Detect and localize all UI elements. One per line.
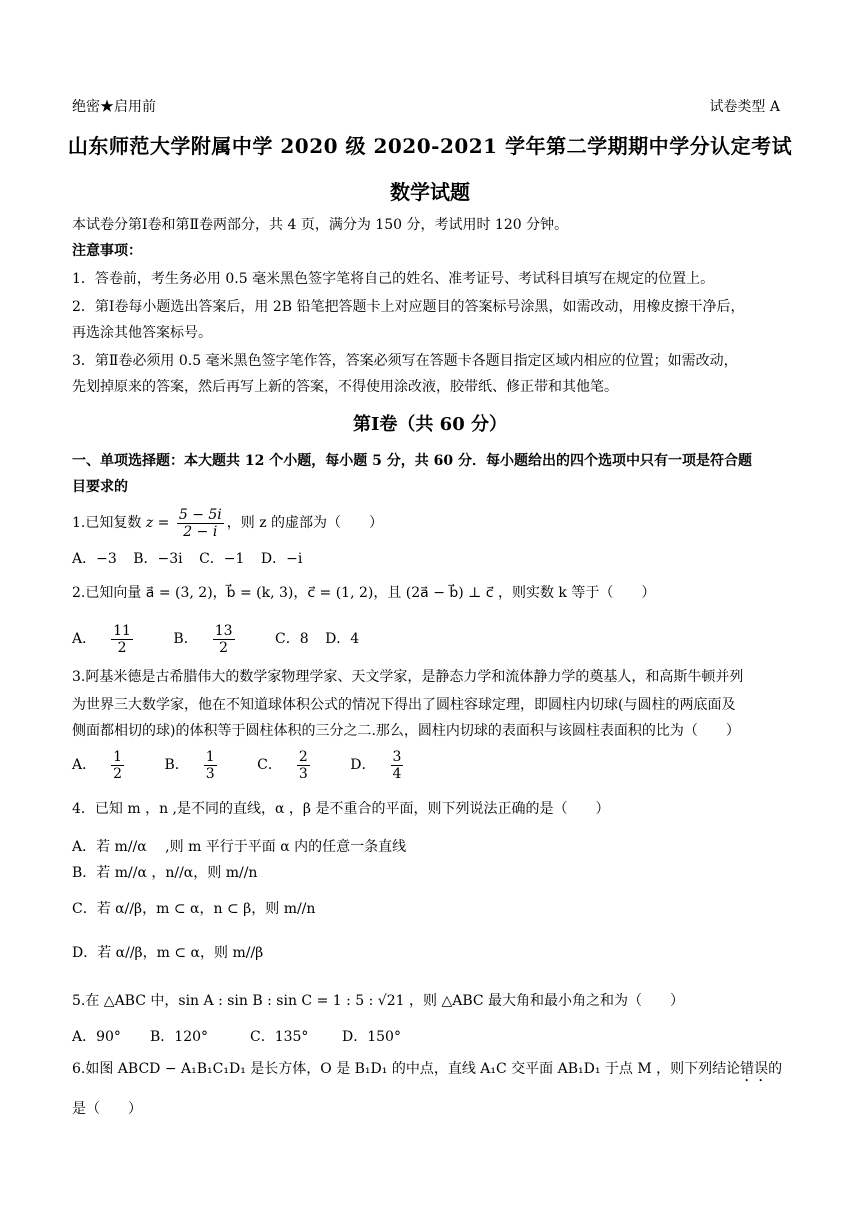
q2-option-a-fraction [111,623,145,656]
question-2: 2.已知向量 a⃗ = (3, 2)，b⃗ = (k, 3)，c⃗ = (1, 2)，且 (2a⃗ − b⃗) ⊥ c⃗ ，则实数 k 等于（ ） [72,585,656,601]
q5-option-b: B．120° [150,1029,209,1045]
q1-option-a: A．−3 [72,551,117,567]
exam-title: 山东师范大学附属中学 2020 级 2020-2021 学年第二学期期中学分认定考试 [67,134,793,158]
question-3-line: 为世界三大数学家，他在不知道球体积公式的情况下得出了圆柱容球定理，即圆柱内切球(与圆柱的两底面及 [72,697,736,713]
q6-text-a: 6.如图 ABCD − A₁B₁C₁D₁ 是长方体，O 是 B₁D₁ 的中点，直线 A₁C 交平面 AB₁D₁ 于点 M ，则下列结论 [72,1061,741,1077]
q4-option-c: C．若 α//β，m ⊂ α，n ⊂ β，则 m//n [72,901,316,917]
q3-option-a-fraction [111,749,136,782]
q1-suffix: ，则 z 的虚部为（ ） [226,515,384,531]
question-3-line: 3.阿基米德是古希腊伟大的数学家物理学家、天文学家，是静态力学和流体静力学的奠基人，和高斯牛顿并列 [72,669,744,685]
q2-option-b-den: 2 [219,639,229,656]
q3-option-a-num: 1 [113,748,123,765]
q2-option-d: D．4 [325,631,360,647]
q1-fraction [177,507,224,540]
q2-option-b-label: B． [173,631,198,647]
q2-option-b [173,622,258,656]
q3-option-a-label: A． [72,757,97,773]
q1-option-b: B．−3i [133,551,183,567]
q2-option-b-num: 13 [214,622,233,639]
q5-option-a: A．90° [72,1029,121,1045]
question-3-options [72,746,788,784]
q3-option-b-label: B． [164,757,189,773]
section-title: 第Ⅰ卷（共 60 分） [352,414,507,435]
q2-option-a-den: 2 [117,639,127,656]
question-1-options [72,548,788,570]
question-6-line2: 是（ ） [72,1101,142,1117]
q3-option-c-num: 2 [298,748,308,765]
q5-option-c: C．135° [250,1029,309,1045]
note-line: 1．答卷前，考生务必用 0.5 毫米黑色签字笔将自己的姓名、准考证号、考试科目填写在规定的位置上。 [72,271,715,287]
q2-option-a-num: 11 [113,622,131,639]
q3-option-d-label: D． [350,757,376,773]
paper-type-label: 试卷类型 A [709,99,780,115]
q1-option-c: C．−1 [199,551,245,567]
q3-option-c-fraction [297,749,322,782]
part1-heading: 一、单项选择题：本大题共 12 个小题，每小题 5 分，共 60 分．每小题给出的四个选项中只有一项是符合题 [72,453,752,469]
q3-option-d-den: 4 [392,765,402,782]
q3-option-d-fraction [391,749,416,782]
q3-option-c [257,748,334,782]
note-line: 3．第Ⅱ卷必须用 0.5 毫米黑色签字笔作答，答案必须写在答题卡各题目指定区域内相应的位置；如需改动， [72,353,738,369]
note-line: 2．第Ⅰ卷每小题选出答案后，用 2B 铅笔把答题卡上对应题目的答案标号涂黑，如需改动，用橡皮擦干净后， [72,299,745,315]
question-1 [72,506,788,540]
q3-option-b-num: 1 [205,748,215,765]
q3-option-a-den: 2 [113,765,123,782]
q2-option-c: C．8 [274,631,309,647]
confidential-label: 绝密★启用前 [72,99,156,115]
q4-option-d: D．若 α//β，m ⊂ α，则 m//β [72,945,264,961]
q3-option-c-den: 3 [298,765,308,782]
q3-option-d-num: 3 [392,748,402,765]
q3-option-c-label: C． [257,757,282,773]
question-2-options [72,620,788,658]
q1-denominator: 2 − i [183,523,218,540]
q1-numerator: 5 − 5i [178,506,222,523]
q4-option-a: A．若 m//α ,则 m 平行于平面 α 内的任意一条直线 [72,839,407,855]
q6-emphasis: 错误 [740,1061,769,1077]
part1-heading: 目要求的 [72,479,128,495]
q3-option-b-den: 3 [205,765,215,782]
q2-option-b-fraction [213,623,247,656]
question-4: 4．已知 m ，n ,是不同的直线，α ，β 是不重合的平面，则下列说法正确的是（ ） [72,801,610,817]
q1-var: z [145,515,154,531]
q6-text-b: 的 [768,1061,783,1077]
question-6-line [72,1058,788,1085]
note-line: 再选涂其他答案标号。 [72,325,212,341]
q3-option-a [72,748,148,782]
q5-option-d: D．150° [342,1029,401,1045]
question-5-options [72,1026,788,1048]
q3-option-d [350,748,427,782]
q1-eq: = [153,515,174,531]
q4-option-b: B．若 m//α ，n//α，则 m//n [72,865,258,881]
q2-option-a-label: A． [72,631,97,647]
exam-subtitle: 数学试题 [390,180,470,204]
notes-heading: 注意事项： [72,243,142,259]
question-3-line: 侧面都相切的球)的体积等于圆柱体积的三分之二.那么，圆柱内切球的表面积与该圆柱表面积的比为（ ） [72,723,740,739]
note-line: 先划掉原来的答案，然后再写上新的答案，不得使用涂改液，胶带纸、修正带和其他笔。 [72,379,618,395]
q1-prefix: 1.已知复数 [72,515,146,531]
question-5: 5.在 △ABC 中，sin A : sin B : sin C = 1 : 5 : √21 ，则 △ABC 最大角和最小角之和为（ ） [72,993,685,1009]
intro-text: 本试卷分第Ⅰ卷和第Ⅱ卷两部分，共 4 页，满分为 150 分，考试用时 120 分钟。 [72,217,569,233]
q1-option-d: D．−i [260,551,303,567]
q2-option-a [72,622,157,656]
q3-option-b [164,748,241,782]
q3-option-b-fraction [204,749,229,782]
